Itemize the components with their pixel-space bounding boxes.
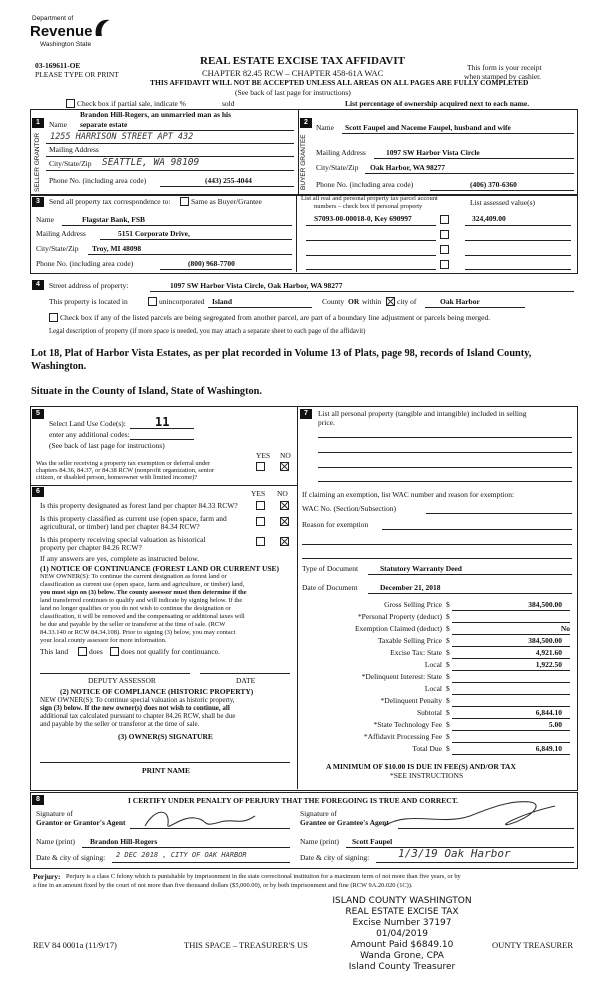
legal-line-1: Lot 18, Plat of Harbor Vista Estates, as per plat recorded in Volume 13 of Plats, page 98, records of Island County, — [31, 348, 532, 359]
current-use-q-b: agricultural, or timber) land per chapter 84.34 RCW? — [40, 522, 200, 531]
doc-date-label: Date of Document — [302, 583, 358, 592]
seller-phone-value[interactable]: (443) 255-4044 — [205, 176, 252, 185]
located-in-label: This property is located in — [49, 297, 128, 306]
buyer-phone-value[interactable]: (406) 370-6360 — [470, 180, 517, 189]
corr-mailing-label: Mailing Address — [36, 229, 86, 238]
tax-value[interactable]: 6,844.10 — [535, 708, 562, 717]
stamp-line: Excise Number 37197 — [352, 918, 452, 928]
tax-row — [300, 636, 572, 648]
notice1-line: land no longer qualifies or you do not wish to continue the designation or — [40, 605, 231, 612]
tax-value[interactable]: 1,922.50 — [535, 660, 562, 669]
section-2-number: 2 — [300, 118, 312, 128]
tax-label: *Personal Property (deduct) — [357, 612, 442, 621]
grantee-print-name[interactable]: Scott Faupel — [352, 837, 393, 846]
stamp-line: Island County Treasurer — [348, 962, 456, 972]
exemption-q1: Was the seller receiving a property tax exemption or deferral under — [36, 460, 211, 467]
historic-q-b: property per chapter 84.26 RCW? — [40, 543, 142, 552]
owner-signature-label: (3) OWNER(S) SIGNATURE — [118, 732, 213, 741]
s5-no: NO — [280, 451, 291, 460]
tax-label: Exemption Claimed (deduct) — [354, 624, 442, 633]
grantor-sig-label-1: Signature of — [36, 809, 73, 818]
seller-mailing-label: Mailing Address — [49, 145, 99, 154]
forest-question: Is this property designated as forest land per chapter 84.33 RCW? — [40, 501, 238, 510]
tax-row — [300, 648, 572, 660]
within-label: within — [362, 297, 382, 306]
tax-currency: $ — [446, 600, 450, 609]
tax-label: *Delinquent Interest: State — [361, 672, 442, 681]
notice2-title: (2) NOTICE OF COMPLIANCE (HISTORIC PROPERTY) — [60, 687, 254, 696]
stamp-line: Wanda Grone, CPA — [360, 951, 444, 961]
seller-city-label: City/State/Zip — [49, 159, 92, 168]
buyer-mailing-value[interactable]: 1097 SW Harbor Vista Circle — [386, 148, 480, 157]
parcel-personal-checkbox-1[interactable] — [440, 215, 449, 224]
stamp-line: ISLAND COUNTY WASHINGTON — [332, 896, 472, 906]
stamp-line: 01/04/2019 — [376, 929, 428, 939]
tax-currency: $ — [446, 672, 450, 681]
seller-side-label: SELLER GRANTOR — [34, 132, 41, 192]
historic-q-a: Is this property receiving special valuation as historical — [40, 535, 206, 544]
does-not-label: does not qualify for continuance. — [121, 647, 220, 656]
notice1-line: classification, it will be removed and the compensating or additional taxes will — [40, 613, 245, 620]
tax-label: *Affidavit Processing Fee — [363, 732, 442, 741]
if-any-yes: If any answers are yes, complete as instructed below. — [40, 554, 200, 563]
tax-currency: $ — [446, 720, 450, 729]
county-label: County — [322, 297, 345, 306]
print-note: PLEASE TYPE OR PRINT — [35, 70, 119, 79]
buyer-name-label: Name — [316, 123, 334, 132]
grantee-sig-label-2: Grantee or Grantee's Agent — [300, 818, 389, 827]
tax-label: Excise Tax: State — [390, 648, 442, 657]
segregated-note: Check box if any of the listed parcels are being segregated from another parcel, are part of a boundary line adjustment or parcels being merged. — [60, 313, 491, 322]
notice1-line: you must sign on (3) below. The county assessor must then determine if the — [40, 589, 247, 596]
tax-currency: $ — [446, 612, 450, 621]
tax-label: *State Technology Fee — [373, 720, 442, 729]
receipt-note-2: when stamped by cashier. — [464, 72, 542, 81]
tax-row — [300, 624, 572, 636]
section-3-number: 3 — [32, 197, 44, 207]
forest-no-checkbox[interactable] — [280, 501, 289, 510]
situate-line: Situate in the County of Island, State of Washington. — [31, 386, 262, 397]
doc-type-label: Type of Document — [302, 564, 359, 573]
city-value[interactable]: Oak Harbor — [440, 297, 480, 306]
tax-value[interactable]: 4,921.60 — [535, 648, 562, 657]
tax-row — [300, 732, 572, 744]
tax-row — [300, 684, 572, 696]
parcel-value[interactable]: S7093-00-00018-0, Key 690997 — [314, 214, 412, 223]
tax-label: Local — [424, 684, 442, 693]
tax-value[interactable]: 384,500.00 — [528, 636, 562, 645]
partial-sale-checkbox[interactable] — [66, 99, 75, 108]
exemption-yes-checkbox[interactable] — [256, 462, 265, 471]
receipt-note-1: This form is your receipt — [467, 63, 542, 72]
perjury-text-1: Perjury is a class C felony which is punishable by imprisonment in the state correctional institution for a maximum term of not more than five years, or by — [66, 873, 461, 880]
buyer-side-label: BUYER GRANTEE — [300, 134, 307, 190]
assessor-date-label: DATE — [236, 676, 256, 685]
stamp-line: Amount Paid $6849.10 — [350, 940, 454, 950]
treasurer-use-right: OUNTY TREASURER — [492, 940, 573, 950]
dept-line2: Revenue — [30, 23, 93, 40]
partial-sold-label: sold — [222, 99, 235, 108]
tax-currency: $ — [446, 744, 450, 753]
tax-row — [300, 696, 572, 708]
notice2-line: NEW OWNER(S): To continue special valuation as historic property, — [40, 696, 235, 704]
county-value[interactable]: Island — [212, 297, 233, 306]
section-8-number: 8 — [32, 795, 44, 805]
tax-currency: $ — [446, 696, 450, 705]
same-as-buyer-checkbox[interactable] — [180, 197, 189, 206]
tax-row — [300, 672, 572, 684]
exemption-no-checkbox[interactable] — [280, 462, 289, 471]
seller-mailing-value[interactable]: 1255 HARRISON STREET APT 432 — [50, 132, 194, 142]
section5-see-back: (See back of last page for instructions) — [49, 441, 165, 450]
form-title: REAL ESTATE EXCISE TAX AFFIDAVIT — [200, 55, 405, 67]
list-percentage-note: List percentage of ownership acquired next to each name. — [345, 99, 530, 108]
dept-line1: Department of — [32, 15, 74, 22]
tax-label: Local — [424, 660, 442, 669]
unincorporated-checkbox[interactable] — [148, 297, 157, 306]
historic-yes-checkbox[interactable] — [256, 537, 265, 546]
grantor-date-city-label: Date & city of signing: — [36, 853, 106, 862]
tax-label: Subtotal — [416, 708, 442, 717]
form-code: 03-169611-OE — [35, 61, 81, 70]
same-as-buyer-label: Same as Buyer/Grantee — [191, 197, 262, 206]
tax-row — [300, 744, 572, 756]
land-does-checkbox[interactable] — [78, 647, 87, 656]
form-chapter: CHAPTER 82.45 RCW – CHAPTER 458-61A WAC — [202, 68, 384, 78]
tax-row — [300, 612, 572, 624]
tax-currency: $ — [446, 660, 450, 669]
corr-name-value[interactable]: Flagstar Bank, FSB — [82, 215, 145, 224]
buyer-city-value[interactable]: Oak Harbor, WA 98277 — [370, 163, 446, 172]
form-see-back: (See back of last page for instructions) — [235, 88, 351, 97]
assessed-value[interactable]: 324,409.00 — [472, 214, 506, 223]
notice1-line: classification as current use (open space, farm and agriculture, or timber) land, — [40, 581, 245, 588]
perjury-text-2: a fine in an amount fixed by the court of not more than five thousand dollars ($5,000.00), or by both imprisonment and fine (RCW 9A.20.020 (1C)). — [33, 882, 413, 889]
tax-row — [300, 660, 572, 672]
current-use-yes-checkbox[interactable] — [256, 517, 265, 526]
stamp-line: REAL ESTATE EXCISE TAX — [345, 907, 459, 917]
land-does-not-checkbox[interactable] — [110, 647, 119, 656]
corr-phone-label: Phone No. (including area code) — [36, 259, 134, 268]
exemption-claim-label: If claiming an exemption, list WAC number and reason for exemption: — [302, 490, 515, 499]
buyer-mailing-label: Mailing Address — [316, 148, 366, 157]
unincorporated-label: unincorporated — [159, 297, 205, 306]
street-label: Street address of property: — [49, 281, 129, 290]
seller-name-line1: Brandon Hill-Rogers, an unmarried man as his — [80, 110, 232, 119]
treasurer-stamp — [318, 896, 486, 973]
parcel-header-2: numbers – check box if personal property — [314, 203, 423, 210]
corr-phone-value[interactable]: (800) 968-7700 — [188, 259, 235, 268]
grantee-date-city-value[interactable]: 1/3/19 Oak Harbor — [398, 847, 511, 860]
tax-label: *Delinquent Penalty — [380, 696, 442, 705]
notice1-line: NEW OWNER(S): To continue the current designation as forest land or — [40, 573, 227, 580]
notice1-title: (1) NOTICE OF CONTINUANCE (FOREST LAND OR CURRENT USE) — [40, 564, 280, 573]
historic-no-checkbox[interactable] — [280, 537, 289, 546]
see-instructions-note: *SEE INSTRUCTIONS — [390, 771, 464, 780]
reason-label: Reason for exemption — [302, 520, 369, 529]
section-5-number: 5 — [32, 409, 44, 419]
notice2-line: and payable by the seller or transferor at the time of sale. — [40, 720, 200, 728]
personal-property-l2: price. — [318, 418, 335, 427]
print-name-label: PRINT NAME — [142, 766, 190, 775]
form-warning: THIS AFFIDAVIT WILL NOT BE ACCEPTED UNLESS ALL AREAS ON ALL PAGES ARE FULLY COMPLETED — [150, 78, 529, 87]
seller-name-line2: separate estate — [80, 120, 128, 129]
form-revision: REV 84 0001a (11/9/17) — [33, 940, 117, 950]
tax-row — [300, 720, 572, 732]
grantee-date-city-label: Date & city of signing: — [300, 853, 370, 862]
tax-currency: $ — [446, 648, 450, 657]
tax-label: Total Due — [412, 744, 442, 753]
grantee-sig-label-1: Signature of — [300, 809, 337, 818]
seller-name-label: Name — [49, 120, 67, 129]
current-use-no-checkbox[interactable] — [280, 517, 289, 526]
grantor-date-city-value[interactable]: 2 DEC 2018 , CITY OF OAK HARBOR — [116, 851, 247, 859]
city-of-label: city of — [397, 297, 417, 306]
tax-label: Taxable Selling Price — [377, 636, 442, 645]
certify-statement: I CERTIFY UNDER PENALTY OF PERJURY THAT THE FOREGOING IS TRUE AND CORRECT. — [128, 796, 459, 805]
doc-type-value[interactable]: Statutory Warranty Deed — [380, 564, 462, 573]
s6-no: NO — [277, 489, 288, 498]
doc-date-value[interactable]: December 21, 2018 — [380, 583, 441, 592]
corr-name-label: Name — [36, 215, 54, 224]
current-use-q-a: Is this property classified as current use (open space, farm and — [40, 514, 227, 523]
exemption-q3: citizen, or disabled person, homeowner with limited income)? — [36, 474, 198, 481]
treasurer-use-left: THIS SPACE – TREASURER'S US — [184, 940, 308, 950]
grantor-sig-label-2: Grantor or Grantor's Agent — [36, 818, 126, 827]
additional-codes-label: enter any additional codes: — [49, 430, 130, 439]
notice1-line: 84.33.140 or RCW 84.34.108). Prior to signing (3) below, you may contact — [40, 629, 236, 636]
partial-sale-label: Check box if partial sale, indicate % — [77, 99, 186, 108]
segregated-checkbox[interactable] — [49, 313, 58, 322]
tax-row — [300, 600, 572, 612]
revenue-logo — [30, 14, 120, 56]
legal-line-2: Washington. — [31, 361, 87, 372]
seller-phone-label: Phone No. (including area code) — [49, 176, 147, 185]
perjury-label: Perjury: — [33, 872, 61, 881]
tax-currency: $ — [446, 684, 450, 693]
this-land-label: This land — [40, 647, 69, 656]
corr-city-value[interactable]: Troy, MI 48098 — [92, 244, 142, 253]
tax-value[interactable]: No — [560, 624, 570, 633]
deputy-assessor-label: DEPUTY ASSESSOR — [88, 676, 156, 685]
notice2-line: additional tax calculated pursuant to chapter 84.26 RCW, shall be due — [40, 712, 236, 720]
wac-label: WAC No. (Section/Subsection) — [302, 504, 396, 513]
revenue-swoosh-icon — [92, 16, 112, 40]
correspondence-label: Send all property tax correspondence to: — [49, 197, 171, 206]
does-label: does — [89, 647, 103, 656]
tax-currency: $ — [446, 708, 450, 717]
land-use-label: Select Land Use Code(s): — [49, 419, 126, 428]
grantor-print-name[interactable]: Brandon Hill-Rogers — [90, 837, 158, 846]
notice1-line: be due and payable by the seller or transferor at the time of sale. (RCW — [40, 621, 226, 628]
section-7-number: 7 — [300, 409, 312, 419]
grantor-name-label: Name (print) — [36, 837, 75, 846]
corr-mailing-value[interactable]: 5151 Corporate Drive, — [118, 229, 190, 238]
tax-currency: $ — [446, 732, 450, 741]
parcel-personal-checkbox-4[interactable] — [440, 260, 449, 269]
section-6-number: 6 — [32, 487, 44, 497]
s6-yes: YES — [251, 489, 266, 498]
grantee-signature[interactable] — [380, 796, 560, 832]
minimum-due-note: A MINIMUM OF $10.00 IS DUE IN FEE(S) AND/OR TAX — [326, 762, 516, 771]
tax-value[interactable]: 6,849.10 — [535, 744, 562, 753]
notice1-line: your local county assessor for more information. — [40, 637, 167, 644]
s5-yes: YES — [256, 451, 271, 460]
parcel-personal-checkbox-3[interactable] — [440, 245, 449, 254]
within-city-checkbox[interactable] — [386, 297, 395, 306]
personal-property-l1: List all personal property (tangible and intangible) included in selling — [318, 409, 527, 418]
buyer-city-label: City/State/Zip — [316, 163, 359, 172]
notice1-line: land transferred continues to qualify and will indicate by signing below. If the — [40, 597, 243, 604]
street-value[interactable]: 1097 SW Harbor Vista Circle, Oak Harbor, WA 98277 — [170, 281, 343, 290]
tax-label: Gross Selling Price — [384, 600, 442, 609]
forest-yes-checkbox[interactable] — [256, 501, 265, 510]
parcel-header-1: List all real and personal property tax parcel account — [301, 195, 438, 202]
tax-currency: $ — [446, 636, 450, 645]
exemption-q2: chapters 84.36, 84.37, or 84.38 RCW (nonprofit organization, senior — [36, 467, 215, 474]
buyer-phone-label: Phone No. (including area code) — [316, 180, 414, 189]
section-1-number: 1 — [32, 118, 44, 128]
parcel-personal-checkbox-2[interactable] — [440, 230, 449, 239]
corr-city-label: City/State/Zip — [36, 244, 79, 253]
buyer-name-value[interactable]: Scott Faupel and Naceme Faupel, husband and wife — [345, 123, 511, 132]
notice2-line: sign (3) below. If the new owner(s) does not wish to continue, all — [40, 704, 230, 712]
dept-line3: Washington State — [40, 41, 92, 48]
tax-currency: $ — [446, 624, 450, 633]
tax-row — [300, 708, 572, 720]
land-use-value[interactable]: 11 — [155, 415, 170, 429]
or-label: OR — [348, 297, 360, 306]
tax-value[interactable]: 384,500.00 — [528, 600, 562, 609]
grantee-name-label: Name (print) — [300, 837, 339, 846]
section-4-number: 4 — [32, 280, 44, 290]
legal-note: Legal description of property (if more space is needed, you may attach a separate sheet to each page of the affidavit) — [49, 328, 366, 335]
tax-value[interactable]: 5.00 — [548, 720, 562, 729]
seller-city-value[interactable]: SEATTLE, WA 98109 — [102, 157, 200, 168]
assessed-header: List assessed value(s) — [470, 198, 535, 207]
